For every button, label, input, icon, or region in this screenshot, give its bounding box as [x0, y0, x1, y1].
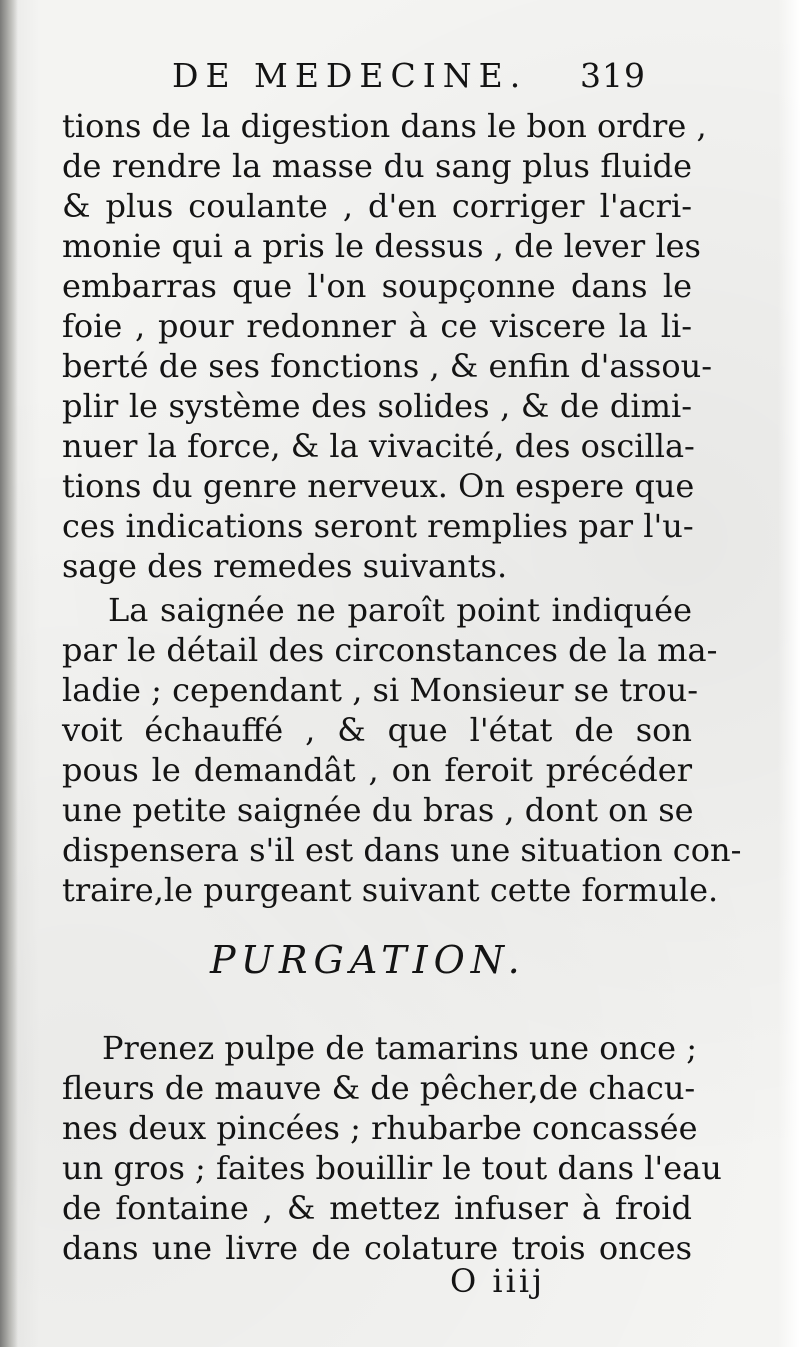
text-line: une petite saignée du bras , dont on se — [62, 791, 694, 829]
text-line: voit échauffé , & que l'état de son — [62, 711, 692, 749]
text-line: embarras que l'on soupçonne dans le — [62, 267, 692, 305]
text-line: berté de ses fonctions , & enfin d'assou- — [62, 347, 712, 385]
signature-mark: O iiij — [450, 1262, 546, 1300]
text-line: nes deux pincées ; rhubarbe concassée — [62, 1109, 698, 1147]
page-number: 319 — [580, 56, 646, 95]
text-line: plir le système des solides , & de dimi- — [62, 387, 692, 425]
text-line: tions de la digestion dans le bon ordre , — [62, 107, 707, 145]
text-line: tions du genre nerveux. On espere que — [62, 467, 695, 505]
section-heading: PURGATION. — [210, 938, 526, 982]
text-line: ces indications seront remplies par l'u- — [62, 507, 694, 545]
text-line: pous le demandât , on feroit précéder — [62, 751, 692, 789]
binding-shadow — [0, 0, 18, 1347]
text-line: & plus coulante , d'en corriger l'acri- — [62, 187, 692, 225]
text-line: un gros ; faites bouillir le tout dans l'eau — [62, 1149, 722, 1187]
text-line: dispensera s'il est dans une situation con- — [62, 831, 742, 869]
text-line: dans une livre de colature trois onces — [62, 1229, 692, 1267]
text-line: foie , pour redonner à ce viscere la li- — [62, 307, 692, 345]
text-line: de fontaine , & mettez infuser à froid — [62, 1189, 692, 1227]
text-line: fleurs de mauve & de pêcher,de chacu- — [62, 1069, 696, 1107]
page-header — [62, 56, 662, 108]
text-line: traire,le purgeant suivant cette formule. — [62, 871, 719, 909]
text-line: ladie ; cependant , si Monsieur se trou- — [62, 671, 699, 709]
running-head: DE MEDECINE. — [172, 56, 528, 95]
text-line: monie qui a pris le dessus , de lever les — [62, 227, 701, 265]
text-line: sage des remedes suivants. — [62, 547, 508, 585]
page-edge — [778, 0, 800, 1347]
text-line: La saignée ne paroît point indiquée — [108, 591, 692, 629]
text-line: nuer la force, & la vivacité, des oscilla- — [62, 427, 695, 465]
text-line: Prenez pulpe de tamarins une once ; — [102, 1029, 697, 1067]
text-line: par le détail des circonstances de la ma- — [62, 631, 718, 669]
text-line: de rendre la masse du sang plus fluide — [62, 147, 692, 185]
